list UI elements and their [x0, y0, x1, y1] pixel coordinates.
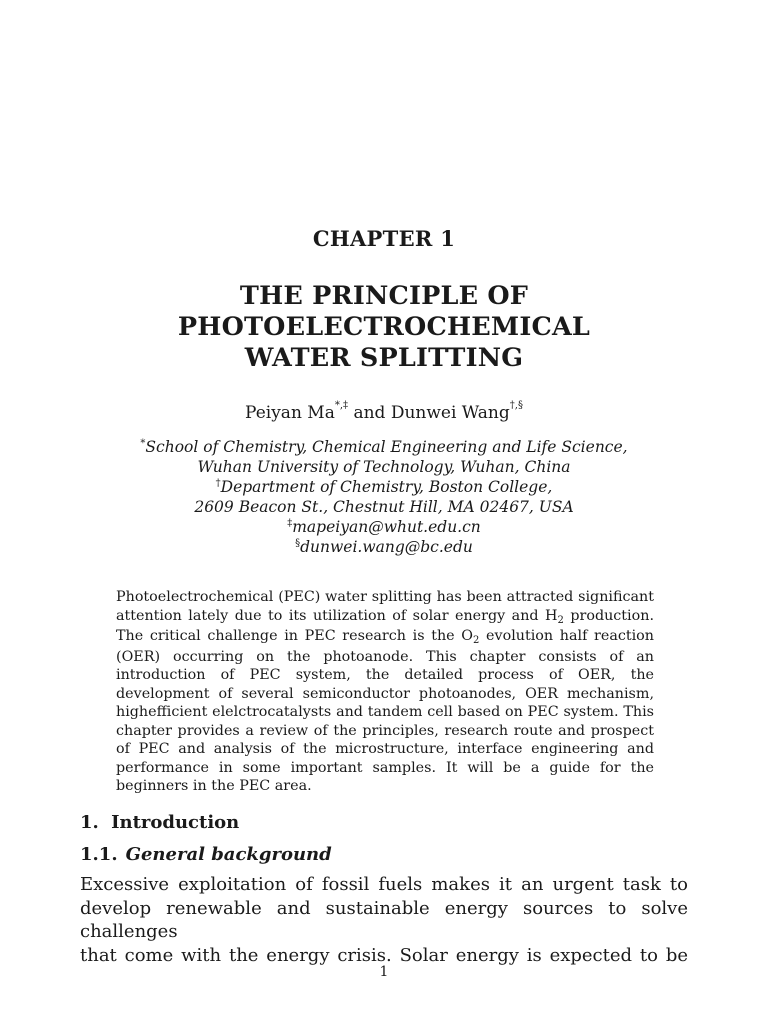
- abstract-text: Photoelectrochemical (PEC) water splitting has been attracted significant attention lately due to its utilization of solar energy and H: [116, 589, 654, 624]
- author-conjunction: and: [353, 403, 386, 423]
- footnote-mark: ‡: [287, 518, 293, 529]
- author-email: mapeiyan@whut.edu.cn: [292, 518, 481, 536]
- abstract-text: production. The critical challenge in PEC research is the O: [116, 607, 654, 644]
- affiliation-line: [0, 537, 768, 557]
- title-line: PHOTOELECTROCHEMICAL: [177, 312, 591, 342]
- affiliation-text: Wuhan University of Technology, Wuhan, China: [197, 458, 571, 476]
- affiliation-text: 2609 Beacon St., Chestnut Hill, MA 02467, USA: [194, 498, 574, 516]
- subscript: 2: [473, 635, 480, 646]
- affiliation-text: School of Chemistry, Chemical Engineering and Life Science,: [145, 438, 628, 456]
- subsection-heading: [80, 844, 332, 865]
- footnote-mark: *: [140, 438, 146, 449]
- subsection-number: 1.1.: [80, 844, 118, 865]
- affiliations: [0, 437, 768, 557]
- title-line: WATER SPLITTING: [244, 343, 524, 373]
- chapter-label: CHAPTER 1: [312, 226, 456, 251]
- body-line: develop renewable and sustainable energy sources to solve challenges: [80, 897, 688, 942]
- abstract-text: evolution half reaction (OER) occurring on the photoanode. This chapter consists of an introduction of PEC system, the detailed process of OER, the development of several semiconductor photoanodes, OER mechanism, highefficient elelctrocatalysts and tandem cell based on PEC system. This chapter provides a review of the principles, research route and prospect of PEC and analysis of the microstructure, interface engineering and performance in some important samples. It will be a guide for the beginners in the PEC area.: [116, 628, 654, 794]
- abstract: [116, 588, 654, 796]
- author-line: [0, 400, 768, 423]
- author-name: Peiyan Ma: [245, 403, 335, 423]
- section-heading: [80, 812, 239, 833]
- subsection-title: General background: [125, 844, 332, 865]
- footnote-mark: §: [295, 538, 301, 549]
- chapter-title: [0, 281, 768, 374]
- affiliation-line: [0, 517, 768, 537]
- author-footnote-mark: †,§: [509, 400, 523, 411]
- affiliation-line: [0, 477, 768, 497]
- body-line: that come with the energy crisis. Solar energy is expected to be: [80, 944, 688, 966]
- author-footnote-mark: *,‡: [334, 400, 349, 411]
- affiliation-line: [0, 457, 768, 477]
- affiliation-line: [0, 497, 768, 517]
- affiliation-text: Department of Chemistry, Boston College,: [220, 478, 553, 496]
- body-paragraph: [80, 873, 688, 967]
- author-email: dunwei.wang@bc.edu: [300, 538, 473, 556]
- footnote-mark: †: [215, 478, 221, 489]
- section-title: Introduction: [111, 812, 240, 833]
- subscript: 2: [557, 614, 564, 626]
- body-line: Excessive exploitation of fossil fuels makes it an urgent task to: [80, 874, 688, 895]
- author-name: Dunwei Wang: [390, 403, 510, 423]
- affiliation-line: [0, 437, 768, 457]
- section-number: 1.: [80, 812, 99, 833]
- page-number: 1: [379, 964, 389, 980]
- title-line: THE PRINCIPLE OF: [239, 281, 529, 311]
